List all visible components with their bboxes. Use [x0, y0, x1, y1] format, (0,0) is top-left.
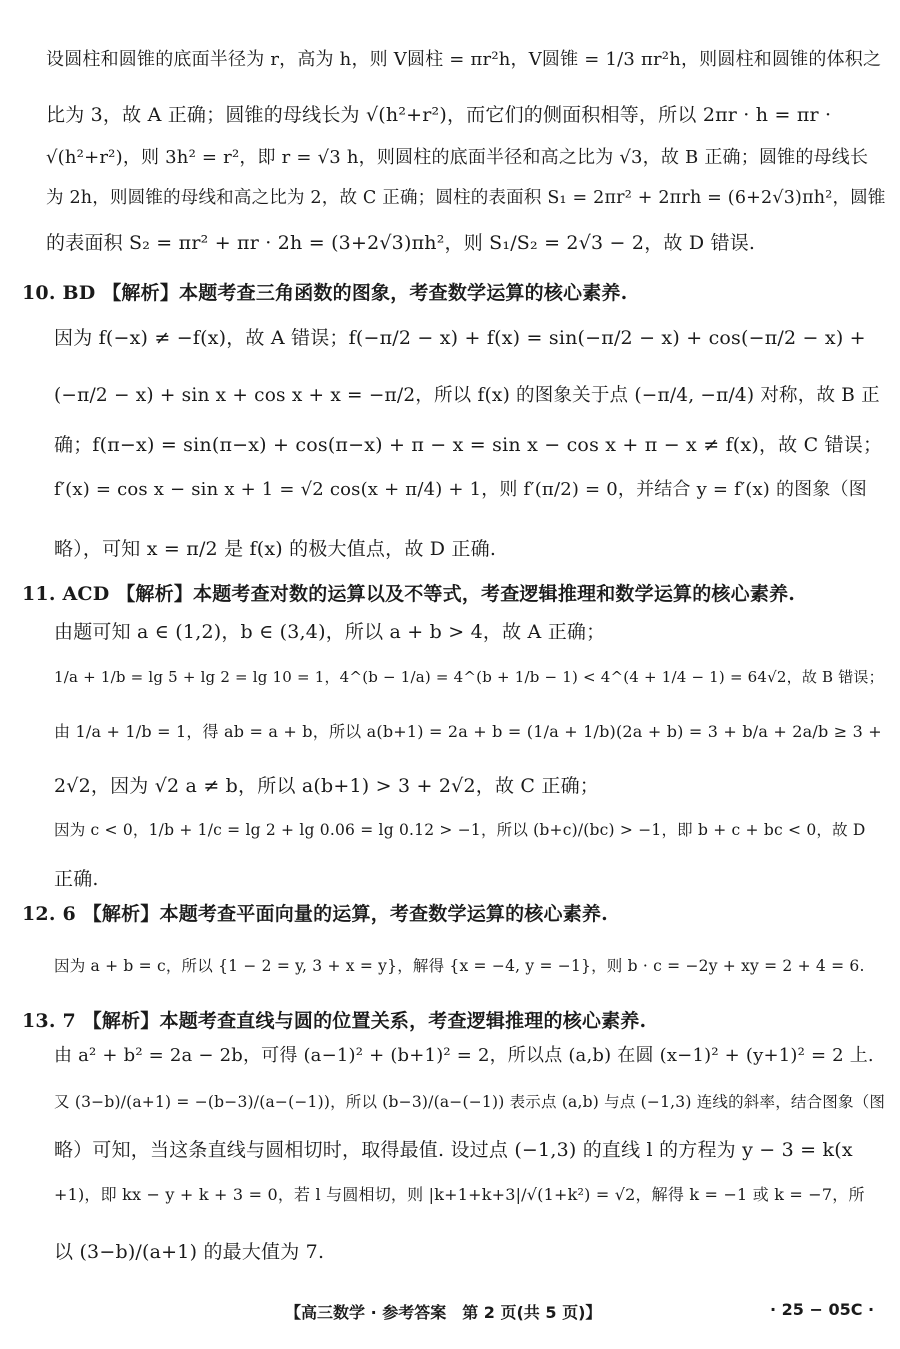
text-line: 为 2h，则圆锥的母线和高之比为 2，故 C 正确；圆柱的表面积 S₁ = 2πr² + 2πrh = (6+2√3)πh²，圆锥 [46, 188, 886, 208]
text-line: 因为 a + b = c，所以 {1 − 2 = y, 3 + x = y}，解得 {x = −4, y = −1}，则 b · c = −2y + xy = 2 + 4 = 6. [54, 957, 865, 975]
question-12-header: 12. 6 【解析】本题考查平面向量的运算，考查数学运算的核心素养. [22, 903, 608, 925]
text-line: 2√2，因为 √2 a ≠ b，所以 a(b+1) > 3 + 2√2，故 C 正确； [54, 775, 599, 797]
text-line: 设圆柱和圆锥的底面半径为 r，高为 h，则 V圆柱 = πr²h，V圆锥 = 1/3 πr²h，则圆柱和圆锥的体积之 [46, 49, 882, 70]
text-line: √(h²+r²)，则 3h² = r²，即 r = √3 h，则圆柱的底面半径和高之比为 √3，故 B 正确；圆锥的母线长 [46, 147, 869, 168]
text-line: 略）可知，当这条直线与圆相切时，取得最值. 设过点 (−1,3) 的直线 l 的方程为 y − 3 = k(x [54, 1139, 853, 1161]
text-line: 以 (3−b)/(a+1) 的最大值为 7. [54, 1241, 325, 1263]
text-line: 的表面积 S₂ = πr² + πr · 2h = (3+2√3)πh²，则 S₁/S₂ = 2√3 − 2，故 D 错误. [46, 232, 756, 254]
text-line: 略），可知 x = π/2 是 f(x) 的极大值点，故 D 正确. [54, 538, 497, 560]
text-line: 又 (3−b)/(a+1) = −(b−3)/(a−(−1))，所以 (b−3)/(a−(−1)) 表示点 (a,b) 与点 (−1,3) 连线的斜率，结合图象（图 [54, 1093, 886, 1111]
text-line: 1/a + 1/b = lg 5 + lg 2 = lg 10 = 1，4^(b − 1/a) = 4^(b + 1/b − 1) < 4^(4 + 1/4 − 1) = 64√2，故 B 错误； [54, 668, 884, 686]
text-line: 确；f(π−x) = sin(π−x) + cos(π−x) + π − x = sin x − cos x + π − x ≠ f(x)，故 C 错误； [54, 434, 883, 456]
text-line: 比为 3，故 A 正确；圆锥的母线长为 √(h²+r²)，而它们的侧面积相等，所以 2πr · h = πr · [46, 104, 832, 126]
text-line: +1)，即 kx − y + k + 3 = 0，若 l 与圆相切，则 |k+1+k+3|/√(1+k²) = √2，解得 k = −1 或 k = −7，所 [54, 1185, 865, 1204]
question-10-header: 10. BD 【解析】本题考查三角函数的图象，考查数学运算的核心素养. [22, 282, 628, 304]
text-line: 由 1/a + 1/b = 1，得 ab = a + b，所以 a(b+1) = 2a + b = (1/a + 1/b)(2a + b) = 3 + b/a + 2a/b ≥ 3 + [54, 722, 882, 741]
text-line: f′(x) = cos x − sin x + 1 = √2 cos(x + π/4) + 1，则 f′(π/2) = 0，并结合 y = f′(x) 的图象（图 [54, 479, 867, 500]
text-line: 因为 c < 0，1/b + 1/c = lg 2 + lg 0.06 = lg 0.12 > −1，所以 (b+c)/(bc) > −1，即 b + c + bc < 0，故 D [54, 821, 866, 839]
text-line: 正确. [54, 868, 99, 890]
text-line: 因为 f(−x) ≠ −f(x)，故 A 错误；f(−π/2 − x) + f(x) = sin(−π/2 − x) + cos(−π/2 − x) + [54, 327, 866, 349]
question-13-header: 13. 7 【解析】本题考查直线与圆的位置关系，考查逻辑推理的核心素养. [22, 1010, 647, 1032]
text-line: (−π/2 − x) + sin x + cos x + x = −π/2，所以 f(x) 的图象关于点 (−π/4, −π/4) 对称，故 B 正 [54, 385, 880, 406]
text-line: 由题可知 a ∈ (1,2)，b ∈ (3,4)，所以 a + b > 4，故 A 正确； [54, 621, 606, 643]
question-11-header: 11. ACD 【解析】本题考查对数的运算以及不等式，考查逻辑推理和数学运算的核心素养. [22, 583, 796, 605]
text-line: 由 a² + b² = 2a − 2b，可得 (a−1)² + (b+1)² = 2，所以点 (a,b) 在圆 (x−1)² + (y+1)² = 2 上. [54, 1045, 874, 1066]
page-footer-title: 【高三数学 · 参考答案 第 2 页(共 5 页)】 [285, 1303, 602, 1322]
page-footer-code: · 25 − 05C · [770, 1300, 875, 1319]
